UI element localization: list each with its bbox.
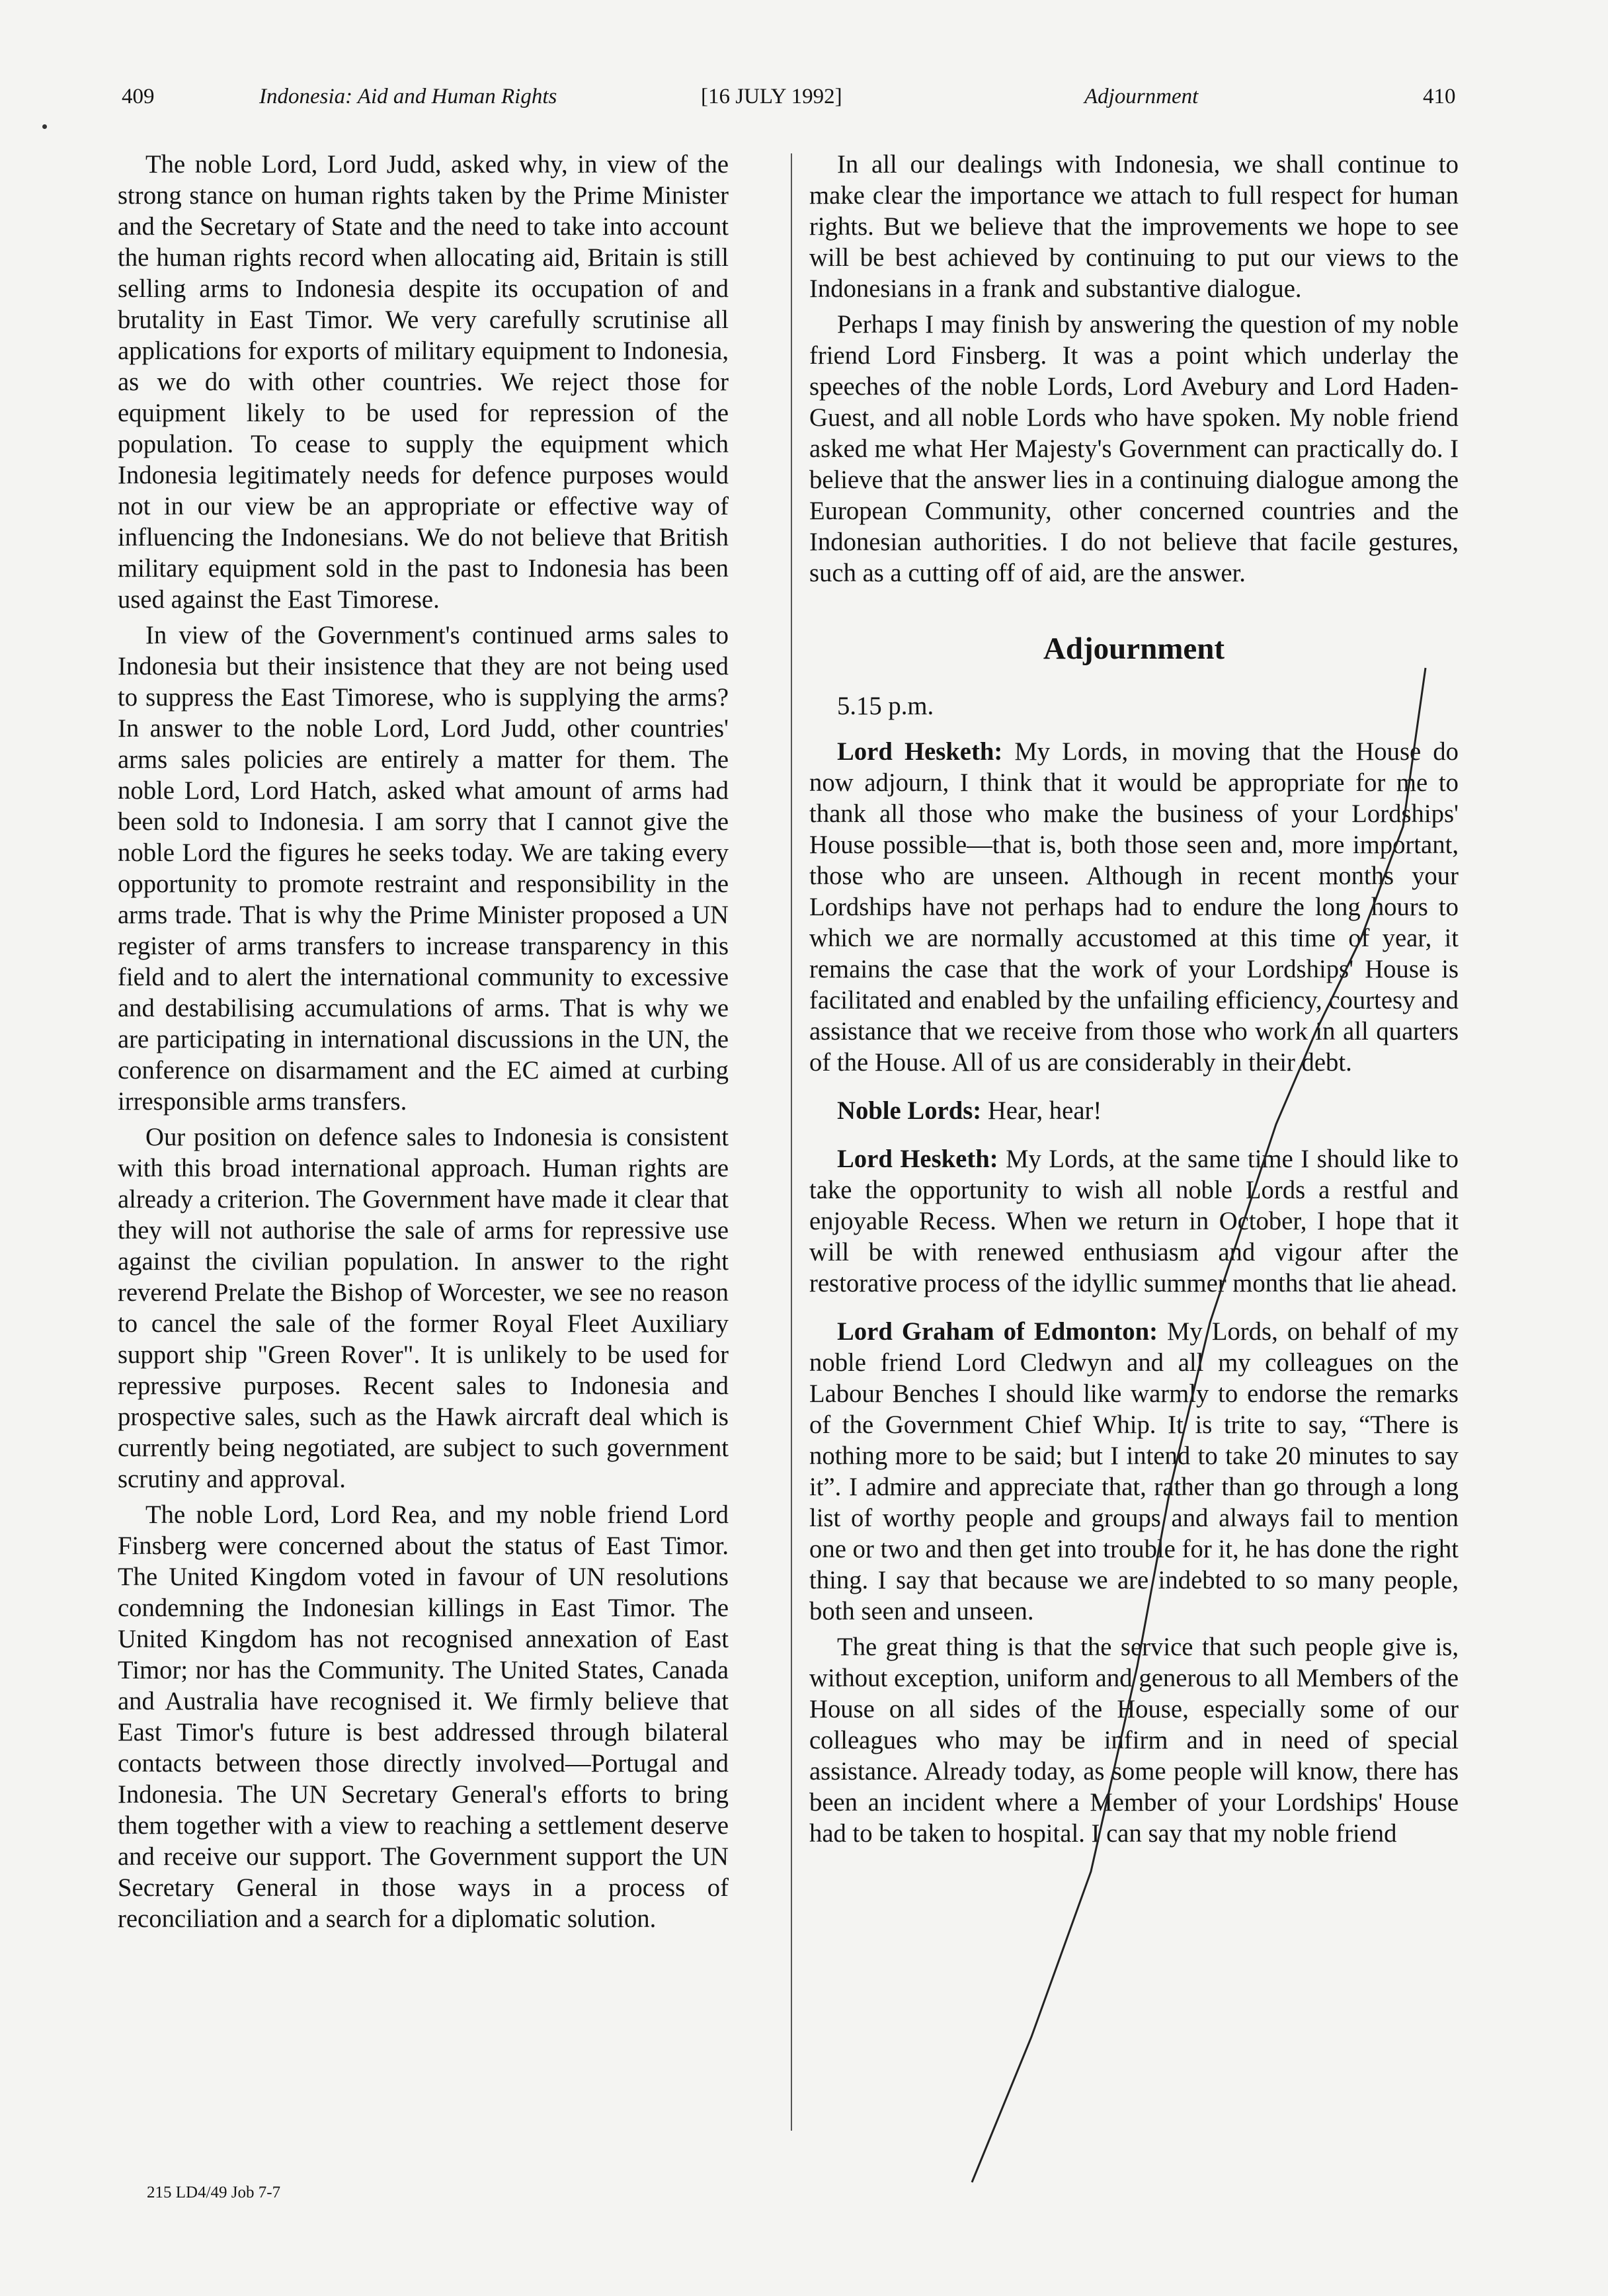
print-job-reference: 215 LD4/49 Job 7-7 <box>147 2184 281 2201</box>
page-date: [16 JULY 1992] <box>701 85 842 108</box>
body-paragraph: The noble Lord, Lord Rea, and my noble friend Lord Finsberg were concerned about the status of East Timor. The United Kingdom voted in favour of UN resolutions condemning the Indonesian killings in East Timor. The United Kingdom has not recognised annexation of East Timor; nor has the Community. The United States, Canada and Australia have recognised it. We firmly believe that East Timor's future is best addressed through bilateral contacts between those directly involved—Portugal and Indonesia. The UN Secretary General's efforts to bring them together with a view to reaching a settlement deserve and receive our support. The Government support the UN Secretary General in those ways in a process of reconciliation and a search for a diplomatic solution. <box>118 1501 729 1933</box>
speech-text: My Lords, on behalf of my noble friend Lord Cledwyn and all my colleagues on the Labour Benches I should like warmly to endorse the remarks of the Government Chief Whip. It is trite to say, “There is nothing more to be said; but I intend to take 20 minutes to say it”. I admire and appreciate that, rather than go through a long list of worthy people and groups and always fail to mention one or two and then get into trouble for it, he has done the right thing. I say that because we are indebted to so many people, both seen and unseen. <box>809 1318 1459 1625</box>
page-number-left: 409 <box>122 85 155 108</box>
body-paragraph: Our position on defence sales to Indonesia is consistent with this broad international approach. Human rights are already a criterion. The Government have made it clear that they will not authorise the sale of arms for repressive use against the civilian population. In answer to the right reverend Prelate the Bishop of Worcester, we see no reason to cancel the sale of the former Royal Fleet Auxiliary support ship "Green Rover". It is unlikely to be used for repressive purposes. Recent sales to Indonesia and prospective sales, such as the Hawk aircraft deal which is currently being negotiated, are subject to such government scrutiny and approval. <box>118 1124 729 1493</box>
speaker-name: Lord Graham of Edmonton: <box>837 1318 1158 1346</box>
running-title-right: Adjournment <box>1084 85 1199 108</box>
body-paragraph: In all our dealings with Indonesia, we shall continue to make clear the importance we attach to full respect for human rights. But we believe that the improvements we hope to see will be best achieved by continuing to put our views to the Indonesians in a frank and substantive dialogue. <box>809 151 1459 303</box>
speaker-name: Noble Lords: <box>837 1097 982 1125</box>
speaker-name: Lord Hesketh: <box>837 1145 998 1173</box>
speech-text: My Lords, at the same time I should like to take the opportunity to wish all noble Lords a restful and enjoyable Recess. When we return in October, I hope that it will be with renewed enthusiasm and vigour after the restorative process of the idyllic summer months that lie ahead. <box>809 1145 1459 1297</box>
body-paragraph: The noble Lord, Lord Judd, asked why, in view of the strong stance on human rights taken by the Prime Minister and the Secretary of State and the need to take into account the human rights record when allocating aid, Britain is still selling arms to Indonesia despite its occupation of and brutality in East Timor. We very carefully scrutinise all applications for exports of military equipment to Indonesia, as we do with other countries. We reject those for equipment likely to be used for repression of the population. To cease to supply the equipment which Indonesia legitimately needs for defence purposes would not in our view be an appropriate or effective way of influencing the Indonesians. We do not believe that British military equipment sold in the past to Indonesia has been used against the East Timorese. <box>118 151 729 614</box>
body-paragraph: Perhaps I may finish by answering the question of my noble friend Lord Finsberg. It was a point which underlay the speeches of the noble Lords, Lord Avebury and Lord Haden-Guest, and all noble Lords who have spoken. My noble friend asked me what Her Majesty's Government can practically do. I believe that the answer lies in a continuing dialogue among the European Community, other concerned countries and the Indonesian authorities. I do not believe that facile gestures, such as a cutting off of aid, are the answer. <box>809 311 1459 587</box>
body-paragraph: In view of the Government's continued arms sales to Indonesia but their insistence that they are not being used to suppress the East Timorese, who is supplying the arms? In answer to the noble Lord, Lord Judd, other countries' arms sales policies are entirely a matter for them. The noble Lord, Lord Hatch, asked what amount of arms had been sold to Indonesia. I am sorry that I cannot give the noble Lord the figures he seeks today. We are taking every opportunity to promote restraint and responsibility in the arms trade. That is why the Prime Minister proposed a UN register of arms transfers to increase transparency in this field and to alert the international community to excessive and destabilising accumulations of arms. That is why we are participating in international discussions in the UN, the conference on disarmament and the EC aimed at curbing irresponsible arms transfers. <box>118 622 729 1116</box>
body-paragraph: The great thing is that the service that such people give is, without exception, uniform and generous to all Members of the House on all sides of the House, especially some of our colleagues who may be infirm and in need of special assistance. Already today, as some people will know, there has been an incident where a Member of your Lordships' House had to be taken to hospital. I can say that my noble friend <box>809 1633 1459 1848</box>
speech-text: Hear, hear! <box>981 1097 1102 1125</box>
section-heading: Adjournment <box>1043 632 1225 666</box>
running-title-left: Indonesia: Aid and Human Rights <box>259 85 557 108</box>
speech-text: My Lords, in moving that the House do now adjourn, I think that it would be appropriate for me to thank all those who make the business of your Lordships' House possible—that is, both those seen and, more important, those who are unseen. Although in recent months your Lordships have not perhaps had to endure the long hours to which we are normally accustomed at this time of year, it remains the case that the work of your Lordships' House is facilitated and enabled by the unfailing efficiency, courtesy and assistance that we receive from those who work in all quarters of the House. All of us are considerably in their debt. <box>809 738 1459 1077</box>
speaker-name: Lord Hesketh: <box>837 738 1003 766</box>
page-number-right: 410 <box>1423 85 1456 108</box>
sitting-time: 5.15 p.m. <box>837 692 934 720</box>
